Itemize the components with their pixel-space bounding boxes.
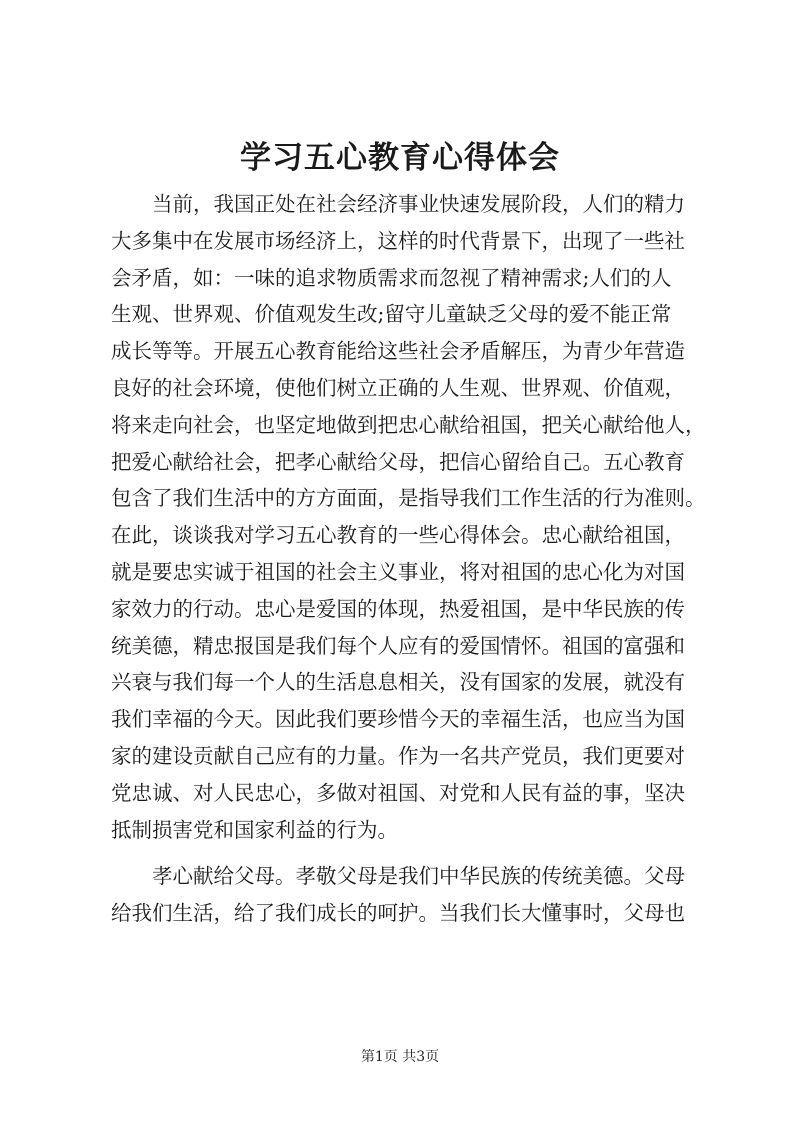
document-title: 学习五心教育心得体会 (240, 140, 560, 176)
paragraph-2 (111, 858, 711, 932)
text-line: 当前，我国正处在社会经济事业快速发展阶段，人们的精力 (152, 192, 685, 216)
text-line: 统美德，精忠报国是我们每个人应有的爱国情怀。祖国的富强和 (111, 633, 685, 658)
page-footer: 第1页 共3页 (360, 1049, 440, 1065)
text-line: 抵制损害党和国家利益的行为。 (111, 817, 398, 842)
text-line: 在此，谈谈我对学习五心教育的一些心得体会。忠心献给祖国， (111, 523, 685, 548)
text-line: 生观、世界观、价值观发生改;留守儿童缺乏父母的爱不能正常 (111, 302, 672, 327)
text-line: 兴衰与我们每一个人的生活息息相关，没有国家的发展，就没有 (111, 670, 685, 695)
paragraph-1 (111, 186, 711, 848)
text-line: 党忠诚、对人民忠心，多做对祖国、对党和人民有益的事，坚决 (111, 780, 685, 805)
document-body (111, 186, 711, 932)
text-line: 大多集中在发展市场经济上，这样的时代背景下，出现了一些社 (111, 228, 685, 253)
text-line: 家效力的行动。忠心是爱国的体现，热爱祖国，是中华民族的传 (111, 596, 685, 621)
text-line: 我们幸福的今天。因此我们要珍惜今天的幸福生活，也应当为国 (111, 707, 685, 732)
paragraph-gap (111, 848, 711, 858)
text-line: 给我们生活，给了我们成长的呵护。当我们长大懂事时，父母也 (111, 901, 685, 926)
text-line: 会矛盾，如：一味的追求物质需求而忽视了精神需求;人们的人 (111, 265, 672, 290)
text-line: 家的建设贡献自己应有的力量。作为一名共产党员，我们更要对 (111, 743, 685, 768)
text-line: 良好的社会环境，使他们树立正确的人生观、世界观、价值观， (111, 375, 685, 400)
text-line: 就是要忠实诚于祖国的社会主义事业，将对祖国的忠心化为对国 (111, 559, 685, 584)
text-line: 孝心献给父母。孝敬父母是我们中华民族的传统美德。父母 (152, 864, 685, 889)
text-line: 把爱心献给社会，把孝心献给父母，把信心留给自己。五心教育 (111, 449, 685, 474)
text-line: 将来走向社会，也坚定地做到把忠心献给祖国，把关心献给他人， (111, 412, 706, 437)
text-line: 成长等等。开展五心教育能给这些社会矛盾解压，为青少年营造 (111, 339, 685, 364)
text-line: 包含了我们生活中的方方面面，是指导我们工作生活的行为准则。 (111, 486, 706, 511)
